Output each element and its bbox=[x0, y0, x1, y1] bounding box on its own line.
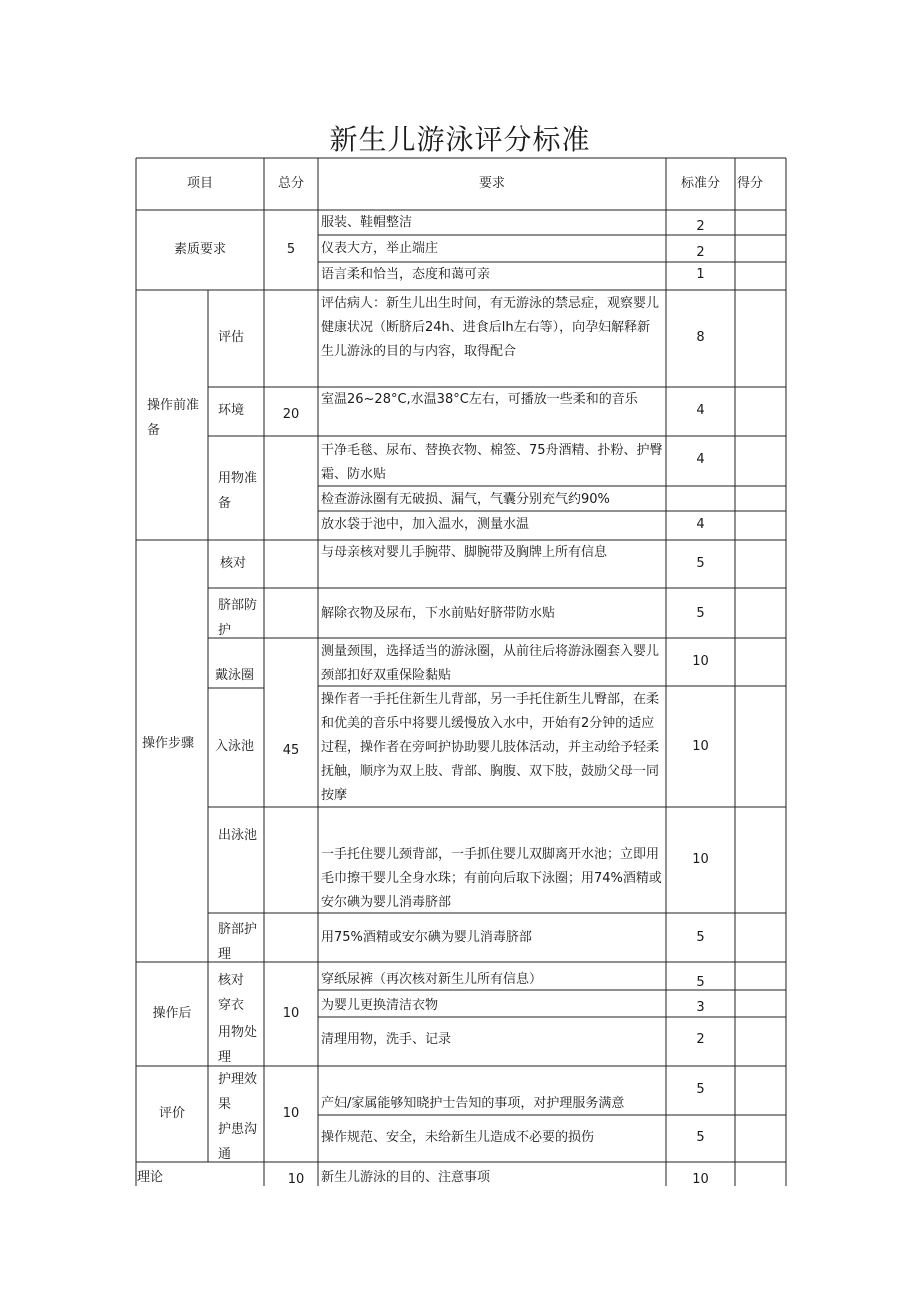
requirement-text: 语言柔和恰当，态度和蔼可亲 bbox=[321, 267, 491, 282]
header-score: 得分 bbox=[737, 176, 764, 191]
section-total: 10 bbox=[282, 1106, 300, 1121]
standard-points: 5 bbox=[696, 975, 705, 990]
standard-points: 5 bbox=[696, 606, 705, 621]
sub-item-name: 脐部护理 bbox=[218, 922, 258, 962]
standard-points: 2 bbox=[696, 245, 705, 260]
page-title: 新生儿游泳评分标准 bbox=[329, 123, 591, 156]
section-total: 45 bbox=[282, 743, 300, 758]
header-total: 总分 bbox=[277, 176, 304, 191]
requirement-text: 解除衣物及尿布，下水前贴好脐带防水贴 bbox=[321, 606, 556, 621]
standard-points: 2 bbox=[696, 1032, 705, 1047]
standard-points bbox=[666, 488, 735, 512]
standard-points: 5 bbox=[696, 556, 705, 571]
standard-points: 10 bbox=[692, 654, 709, 669]
section-total: 10 bbox=[282, 1006, 300, 1021]
header-requirement: 要求 bbox=[478, 176, 505, 191]
requirement-text: 为婴儿更换清洁衣物 bbox=[321, 998, 439, 1013]
section-name: 操作步骤 bbox=[141, 736, 194, 751]
sub-item-name: 穿衣 bbox=[218, 998, 245, 1013]
standard-points: 8 bbox=[696, 330, 705, 345]
requirement-text: 操作规范、安全，未给新生儿造成不必要的损伤 bbox=[321, 1130, 595, 1145]
sub-item-name: 用物准备 bbox=[218, 471, 258, 511]
sub-item-name: 环境 bbox=[218, 403, 245, 418]
standard-points: 5 bbox=[696, 930, 705, 945]
standard-points: 4 bbox=[696, 403, 705, 418]
section-name: 评价 bbox=[158, 1106, 185, 1121]
requirement-text: 仪表大方，举止端庄 bbox=[321, 241, 439, 256]
section-name: 理论 bbox=[137, 1170, 164, 1185]
requirement-text: 新生儿游泳的目的、注意事项 bbox=[321, 1170, 491, 1185]
sub-item-name: 核对 bbox=[220, 556, 247, 571]
requirement-text: 评估病人：新生儿出生时间，有无游泳的禁忌症，观察婴儿健康状况（断脐后24h、进食后lh左右等），向孕妇解释新生儿游泳的目的与内容，取得配合 bbox=[321, 296, 660, 359]
sub-item-name: 脐部防护 bbox=[218, 598, 258, 638]
requirement-text: 产妇/家属能够知晓护士告知的事项，对护理服务满意 bbox=[321, 1096, 625, 1111]
standard-points: 2 bbox=[696, 219, 705, 234]
standard-points: 1 bbox=[696, 267, 705, 282]
section-total: 10 bbox=[287, 1172, 305, 1187]
sub-item-name: 入泳池 bbox=[215, 739, 255, 754]
requirement-text: 用75%酒精或安尔碘为婴儿消毒脐部 bbox=[321, 930, 532, 945]
standard-points: 10 bbox=[692, 1172, 709, 1187]
requirement-text: 穿纸尿裤（再次核对新生儿所有信息） bbox=[321, 972, 543, 987]
requirement-text: 室温26~28°C,水温38°C左右，可播放一些柔和的音乐 bbox=[321, 392, 638, 407]
section-total: 20 bbox=[282, 407, 300, 422]
standard-points: 4 bbox=[696, 452, 705, 467]
requirement-text: 一手托住婴儿颈背部，一手抓住婴儿双脚离开水池；立即用毛巾擦干婴儿全身水珠；有前向后取下泳圈；用74%酒精或安尔碘为婴儿消毒脐部 bbox=[321, 847, 662, 910]
requirement-text: 测量颈围，选择适当的游泳圈，从前往后将游泳圈套入婴儿颈部扣好双重保险黏贴 bbox=[321, 644, 660, 683]
standard-points: 3 bbox=[696, 1000, 705, 1015]
requirement-text: 与母亲核对婴儿手腕带、脚腕带及胸牌上所有信息 bbox=[321, 545, 608, 560]
sub-item-name: 护理效果 bbox=[218, 1072, 258, 1112]
sub-item-name: 核对 bbox=[218, 973, 245, 988]
standard-points: 5 bbox=[696, 1082, 705, 1097]
section-name: 操作后 bbox=[152, 1006, 192, 1021]
standard-points: 4 bbox=[696, 517, 705, 532]
requirement-text: 操作者一手托住新生儿背部，另一手托住新生儿臀部，在柔和优美的音乐中将婴儿缓慢放入水中，开始有2分钟的适应过程，操作者在旁呵护协助婴儿肢体活动，并主动给予轻柔抚触，顺序为双上肢、背部、胸腹、双下肢，鼓励父母一同按摩 bbox=[321, 692, 660, 803]
section-name: 操作前准备 bbox=[147, 398, 200, 438]
header-standard: 标准分 bbox=[680, 176, 720, 191]
section-name: 素质要求 bbox=[173, 242, 226, 257]
requirement-text: 检查游泳圈有无破损、漏气，气囊分别充气约90% bbox=[321, 492, 610, 507]
requirement-text: 清理用物，洗手、记录 bbox=[321, 1032, 452, 1047]
sub-item-name: 评估 bbox=[218, 330, 245, 345]
header-item: 项目 bbox=[186, 176, 213, 191]
requirement-text: 服装、鞋帽整洁 bbox=[321, 215, 413, 230]
sub-item-name: 用物处理 bbox=[218, 1025, 258, 1065]
sub-item-name: 护患沟通 bbox=[218, 1122, 258, 1162]
standard-points: 10 bbox=[692, 852, 709, 867]
requirement-text: 干净毛毯、尿布、替换衣物、棉签、75舟酒精、扑粉、护臀霜、防水贴 bbox=[321, 443, 663, 482]
sub-item-name: 出泳池 bbox=[218, 828, 258, 843]
standard-points: 10 bbox=[692, 739, 709, 754]
standard-points: 5 bbox=[696, 1130, 705, 1145]
section-total: 5 bbox=[286, 242, 296, 257]
requirement-text: 放水袋于池中，加入温水，测量水温 bbox=[321, 517, 530, 532]
sub-item-name: 戴泳圈 bbox=[215, 668, 255, 683]
